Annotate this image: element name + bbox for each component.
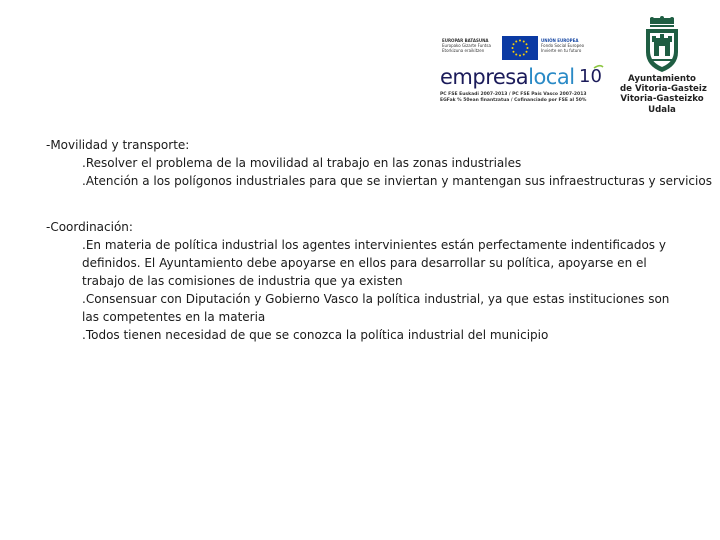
section-heading: -Coordinación: [46,220,133,234]
eu-star-icon [515,41,517,43]
bullet-item: .Resolver el problema de la movilidad al trabajo en las zonas industriales [82,156,522,170]
bullet-item: .Atención a los polígonos industriales para que se inviertan y mantengan sus infraestructuras y servicios [82,174,712,188]
eu-right-line: Invierte en tu futuro [541,48,582,53]
eu-right-line: Fondo Social Europeo [541,43,585,48]
eu-star-icon [513,43,515,45]
city-shield-icon [638,16,686,74]
city-name-line: de Vitoria-Gasteiz [620,84,707,95]
eu-right-text [541,38,605,53]
eu-star-icon [512,47,514,49]
eu-right-title: UNIÓN EUROPEA [541,38,579,43]
bullet-item: .Todos tienen necesidad de que se conozca la política industrial del municipio [82,328,549,342]
brand-part-local: local [528,65,575,89]
eu-left-text [442,38,500,53]
eu-star-icon [523,41,525,43]
eu-star-icon [526,43,528,45]
eu-star-icon [523,54,525,56]
eu-star-icon [526,51,528,53]
section-coordinacion [46,218,706,344]
bullet-item: .En materia de política industrial los agentes intervinientes están perfectamente indentificados y definidos. El Ayuntamiento debe apoyarse en ellos para desarrollar su política, apoyarse en el trabajo de las comisiones de industria que ya existen [82,238,666,288]
section-heading: -Movilidad y transporte: [46,138,190,152]
eu-footer-line: PC FSE Euskadi 2007-2013 / PC FSE País Vasco 2007-2013 [440,92,587,97]
city-council-name [620,74,707,115]
eu-left-line: Etorkizuna eraikitzen [442,48,485,53]
empresalocal-eu-logo [440,36,606,112]
eu-star-icon [527,47,529,49]
city-council-logo [620,16,707,120]
eu-star-icon [519,55,521,57]
eu-star-icon [513,51,515,53]
document-body [46,136,712,344]
eu-left-title: EUROPAR BATASUNA [442,38,489,43]
bullet-item: .Consensuar con Diputación y Gobierno Vasco la política industrial, ya que estas instituciones son las competentes en la materia [82,292,670,324]
city-name-line: Ayuntamiento [628,74,696,84]
eu-logo-footer [440,92,606,104]
brand-part-empresa: empresa [440,65,529,89]
eu-left-line: Europako Gizarte Funtsa [442,43,491,48]
eu-star-icon [519,40,521,42]
eu-star-icon [515,54,517,56]
eu-flag-icon [502,36,538,60]
svg-text:10: 10 [579,66,602,86]
section-movilidad [46,136,712,190]
city-name-line: Vitoria-Gasteizko [620,94,704,105]
city-name-line: Udala [648,104,676,115]
eu-footer-line: EGFak % 50ean finantzatua / Cofinanciado por FSE al 50% [440,98,587,103]
eu-logo-top [440,36,606,64]
brand-number-10 [578,64,604,86]
